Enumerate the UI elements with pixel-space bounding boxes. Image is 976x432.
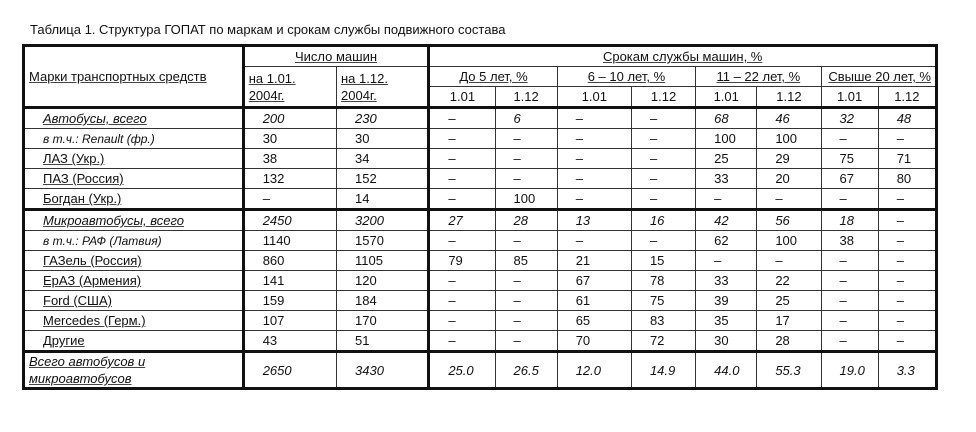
header-date-cell: 1.12 (631, 87, 695, 108)
fleet-structure-table (22, 44, 938, 390)
row-label-text: в т.ч.: Renault (фр.) (43, 131, 155, 146)
table-row (24, 271, 937, 291)
table-cell: 20 (757, 169, 821, 189)
table-cell: 29 (757, 149, 821, 169)
row-label-text: Всего автобусов и микроавтобусов (29, 354, 146, 386)
header-term-group (429, 46, 937, 67)
table-cell: 100 (757, 231, 821, 251)
table-cell: 1570 (337, 231, 429, 251)
row-label (24, 149, 244, 169)
header-term-6-10-label: 6 – 10 лет, % (587, 69, 666, 84)
header-term-11-22 (696, 67, 821, 87)
table-cell: 152 (337, 169, 429, 189)
row-label (24, 210, 244, 231)
table-cell: 2650 (243, 352, 336, 389)
total-row (24, 352, 937, 389)
table-cell: – (757, 189, 821, 210)
table-cell: 42 (696, 210, 757, 231)
table-row (24, 291, 937, 311)
table-cell: – (557, 108, 631, 129)
table-cell: 1105 (337, 251, 429, 271)
row-label-text: Ford (США) (43, 293, 112, 308)
table-cell: 51 (337, 331, 429, 352)
header-count-col1-label: на 1.01. 2004г. (248, 70, 296, 103)
table-cell: – (429, 189, 495, 210)
table-cell: – (495, 331, 557, 352)
table-cell: 65 (557, 311, 631, 331)
table-cell: 100 (757, 129, 821, 149)
table-cell: – (495, 291, 557, 311)
table-cell: 46 (757, 108, 821, 129)
table-cell: 184 (337, 291, 429, 311)
table-cell: 3430 (337, 352, 429, 389)
table-cell: – (429, 129, 495, 149)
table-cell: 44.0 (696, 352, 757, 389)
table-cell: – (696, 251, 757, 271)
table-cell: 22 (757, 271, 821, 291)
table-cell: – (429, 291, 495, 311)
table-cell: – (821, 189, 878, 210)
row-label (24, 331, 244, 352)
table-cell: 28 (495, 210, 557, 231)
table-cell: 12.0 (557, 352, 631, 389)
table-cell: 1140 (243, 231, 336, 251)
table-cell: 107 (243, 311, 336, 331)
row-label-text: ЛАЗ (Укр.) (43, 151, 105, 166)
row-label-text: Богдан (Укр.) (43, 191, 122, 206)
table-row (24, 149, 937, 169)
table-cell: 80 (878, 169, 936, 189)
row-label (24, 311, 244, 331)
header-date-cell: 1.01 (429, 87, 495, 108)
row-label-text: в т.ч.: РАФ (Латвия) (43, 233, 162, 248)
table-cell: 132 (243, 169, 336, 189)
header-count-col2-label: на 1.12. 2004г. (341, 70, 388, 103)
table-cell: 200 (243, 108, 336, 129)
table-cell: – (557, 231, 631, 251)
table-cell: – (821, 291, 878, 311)
header-date-cell: 1.01 (696, 87, 757, 108)
header-brand (24, 46, 244, 108)
table-cell: – (821, 129, 878, 149)
header-date-cell: 1.12 (757, 87, 821, 108)
table-cell: 141 (243, 271, 336, 291)
table-cell: 32 (821, 108, 878, 129)
table-row (24, 210, 937, 231)
table-cell: – (878, 331, 936, 352)
table-cell: 21 (557, 251, 631, 271)
table-cell: – (878, 251, 936, 271)
table-cell: 48 (878, 108, 936, 129)
table-cell: 38 (821, 231, 878, 251)
table-caption: Таблица 1. Структура ГОПАТ по маркам и срокам службы подвижного состава (30, 22, 506, 37)
row-label-text: ПАЗ (Россия) (43, 171, 124, 186)
row-label (24, 108, 244, 129)
table-cell: 3200 (337, 210, 429, 231)
table-cell: – (243, 189, 336, 210)
table-cell: 860 (243, 251, 336, 271)
table-cell: 2450 (243, 210, 336, 231)
table-cell: 33 (696, 169, 757, 189)
table-cell: 70 (557, 331, 631, 352)
table-cell: – (495, 169, 557, 189)
table-cell: 72 (631, 331, 695, 352)
table-cell: 25 (696, 149, 757, 169)
table-cell: 100 (495, 189, 557, 210)
table-cell: – (495, 271, 557, 291)
table-cell: 15 (631, 251, 695, 271)
header-term-group-label: Срокам службы машин, % (602, 49, 763, 64)
table-cell: 83 (631, 311, 695, 331)
row-label-text: ГАЗель (Россия) (43, 253, 142, 268)
table-cell: 27 (429, 210, 495, 231)
table-cell: – (878, 210, 936, 231)
table-row (24, 251, 937, 271)
table-cell: – (821, 311, 878, 331)
table-cell: – (557, 169, 631, 189)
row-label (24, 251, 244, 271)
table-cell: – (757, 251, 821, 271)
table-cell: 159 (243, 291, 336, 311)
header-term-0-5-label: До 5 лет, % (459, 69, 528, 84)
row-label (24, 291, 244, 311)
table-cell: 19.0 (821, 352, 878, 389)
table-cell: 61 (557, 291, 631, 311)
header-count-col1 (243, 67, 336, 108)
table-cell: – (631, 189, 695, 210)
table-cell: 30 (696, 331, 757, 352)
table-row (24, 331, 937, 352)
table-cell: – (696, 189, 757, 210)
header-term-11-22-label: 11 – 22 лет, % (716, 69, 801, 84)
table-cell: 170 (337, 311, 429, 331)
table-cell: – (495, 311, 557, 331)
table-cell: 79 (429, 251, 495, 271)
table-cell: – (821, 331, 878, 352)
table-cell: 25 (757, 291, 821, 311)
table-cell: – (878, 311, 936, 331)
table-cell: 14.9 (631, 352, 695, 389)
table-cell: – (821, 271, 878, 291)
table-cell: 3.3 (878, 352, 936, 389)
table-cell: – (429, 169, 495, 189)
table-cell: – (429, 311, 495, 331)
header-brand-label: Марки транспортных средств (29, 69, 207, 84)
table-cell: – (495, 129, 557, 149)
row-label-text: Автобусы, всего (43, 111, 147, 126)
table-row (24, 129, 937, 149)
table-cell: 85 (495, 251, 557, 271)
table-cell: 67 (557, 271, 631, 291)
table-cell: – (821, 251, 878, 271)
table-cell: 43 (243, 331, 336, 352)
header-count-group-label: Число машин (294, 49, 378, 64)
table-cell: 26.5 (495, 352, 557, 389)
table-cell: – (631, 149, 695, 169)
table-cell: 18 (821, 210, 878, 231)
header-term-over-20-label: Свыше 20 лет, % (828, 69, 931, 84)
table-cell: 34 (337, 149, 429, 169)
table-cell: – (429, 231, 495, 251)
table-cell: 100 (696, 129, 757, 149)
table-cell: 39 (696, 291, 757, 311)
table-cell: – (429, 331, 495, 352)
table-cell: 62 (696, 231, 757, 251)
table-cell: 67 (821, 169, 878, 189)
table-row (24, 231, 937, 251)
table-row (24, 108, 937, 129)
header-term-0-5 (429, 67, 557, 87)
table-cell: 30 (337, 129, 429, 149)
table-cell: 30 (243, 129, 336, 149)
table-cell: 120 (337, 271, 429, 291)
row-label (24, 129, 244, 149)
table-cell: 68 (696, 108, 757, 129)
table-cell: 78 (631, 271, 695, 291)
table-row (24, 189, 937, 210)
table-cell: – (495, 149, 557, 169)
header-date-cell: 1.12 (495, 87, 557, 108)
table-cell: – (495, 231, 557, 251)
table-cell: – (631, 129, 695, 149)
header-date-cell: 1.12 (878, 87, 936, 108)
header-date-cell: 1.01 (557, 87, 631, 108)
table-cell: 14 (337, 189, 429, 210)
table-cell: 75 (631, 291, 695, 311)
table-row (24, 169, 937, 189)
table-cell: 71 (878, 149, 936, 169)
header-date-cell: 1.01 (821, 87, 878, 108)
table-cell: 55.3 (757, 352, 821, 389)
row-label (24, 271, 244, 291)
header-term-6-10 (557, 67, 695, 87)
table-cell: 33 (696, 271, 757, 291)
row-label (24, 169, 244, 189)
row-label-text: ЕрАЗ (Армения) (43, 273, 142, 288)
table-cell: – (878, 189, 936, 210)
table-cell: – (631, 169, 695, 189)
table-cell: 35 (696, 311, 757, 331)
table-cell: 17 (757, 311, 821, 331)
table-cell: – (878, 291, 936, 311)
row-label (24, 231, 244, 251)
table-cell: 16 (631, 210, 695, 231)
table-cell: 230 (337, 108, 429, 129)
table-cell: 28 (757, 331, 821, 352)
table-cell: – (429, 108, 495, 129)
table-cell: 25.0 (429, 352, 495, 389)
table-cell: – (429, 271, 495, 291)
table-cell: 75 (821, 149, 878, 169)
table-cell: – (557, 129, 631, 149)
row-label (24, 352, 244, 389)
table-cell: 56 (757, 210, 821, 231)
table-cell: – (557, 189, 631, 210)
table-cell: – (631, 231, 695, 251)
table-cell: – (557, 149, 631, 169)
row-label-text: Микроавтобусы, всего (43, 213, 184, 228)
table-cell: – (429, 149, 495, 169)
table-row (24, 311, 937, 331)
header-term-over-20 (821, 67, 936, 87)
header-count-col2 (337, 67, 429, 108)
row-label-text: Другие (43, 333, 85, 348)
table-cell: – (878, 231, 936, 251)
table-cell: – (878, 129, 936, 149)
table-cell: 13 (557, 210, 631, 231)
table-cell: – (631, 108, 695, 129)
header-count-group (243, 46, 429, 67)
table-cell: – (878, 271, 936, 291)
table-cell: 6 (495, 108, 557, 129)
table-cell: 38 (243, 149, 336, 169)
row-label (24, 189, 244, 210)
row-label-text: Mercedes (Герм.) (43, 313, 146, 328)
